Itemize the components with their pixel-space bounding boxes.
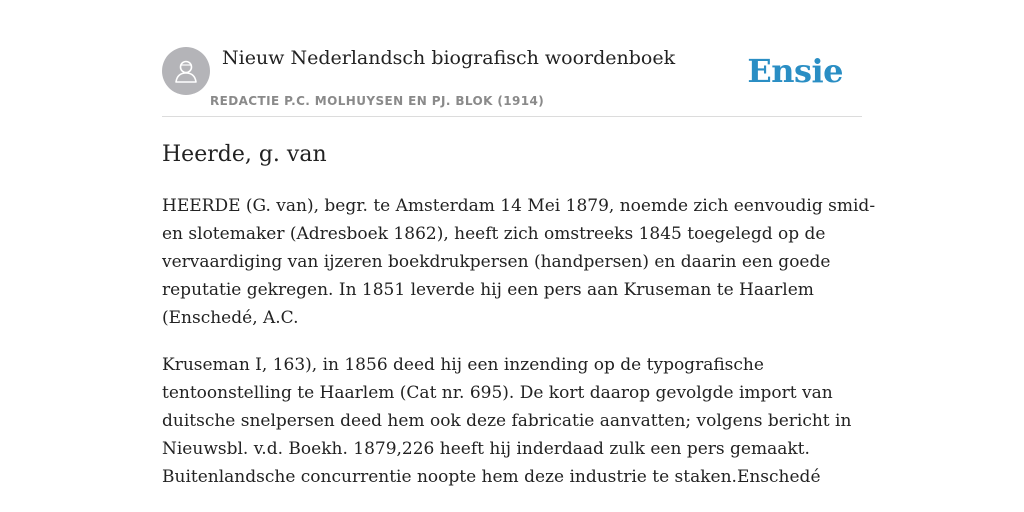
text-line: en slotemaker (Adresboek 1862), heeft zich omstreeks 1845 toegelegd op de [162,224,826,244]
paragraph-2 [162,351,862,491]
text-line: Nieuwsbl. v.d. Boekh. 1879,226 heeft hij inderdaad zulk een pers gemaakt. [162,439,810,459]
text-line: tentoonstelling te Haarlem (Cat nr. 695). De kort daarop gevolgde import van [162,383,833,403]
ensie-logo[interactable]: Ensie [747,52,843,90]
source-subtitle: REDACTIE P.C. MOLHUYSEN EN PJ. BLOK (1914) [210,94,545,108]
source-title[interactable]: Nieuw Nederlandsch biografisch woordenboek [222,47,676,69]
text-line: Kruseman I, 163), in 1856 deed hij een inzending op de typografische [162,355,764,375]
text-line: (Enschedé, A.C. [162,308,299,328]
text-line: duitsche snelpersen deed hem ook deze fabricatie aanvatten; volgens bericht in [162,411,852,431]
paragraph-1 [162,192,876,332]
text-line: reputatie gekregen. In 1851 leverde hij een pers aan Kruseman te Haarlem [162,280,814,300]
source-header [162,46,862,117]
text-line: vervaardiging van ijzeren boekdrukpersen (handpersen) en daarin een goede [162,252,831,272]
entry-body [162,192,876,510]
text-line: HEERDE (G. van), begr. te Amsterdam 14 Mei 1879, noemde zich eenvoudig smid- [162,196,876,216]
user-icon [171,56,201,86]
text-line: Buitenlandsche concurrentie noopte hem deze industrie te staken.Enschedé [162,467,821,487]
entry-title: Heerde, g. van [162,142,327,167]
avatar[interactable] [162,47,210,95]
